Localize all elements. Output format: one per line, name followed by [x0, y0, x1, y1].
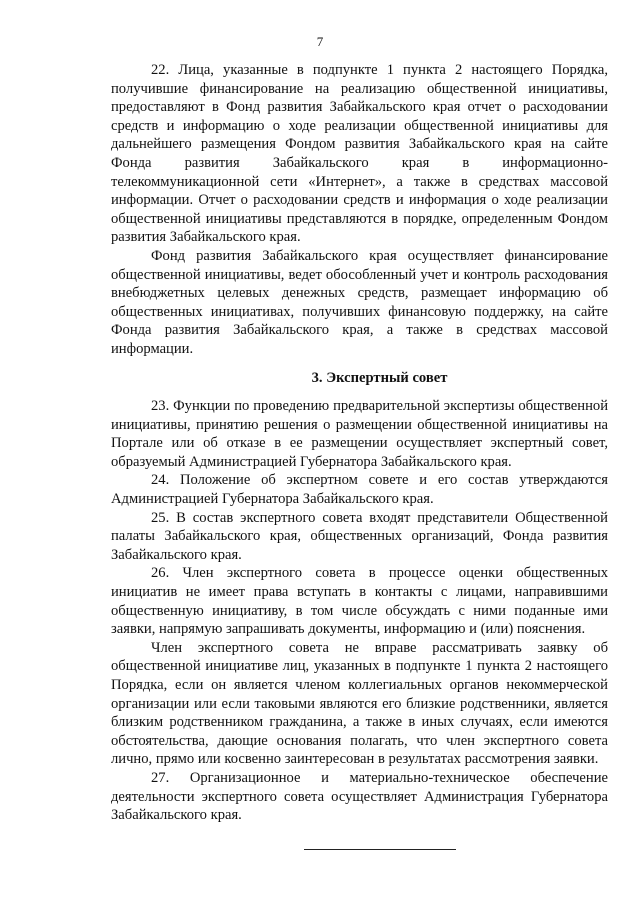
paragraph-22: 22. Лица, указанные в подпункте 1 пункта 2 настоящего Порядка, получившие финансирование на реализацию общественной инициативы, предоставляют в Фонд развития Забайкальского края отчет о расходовании средств и информацию о ходе реализации общественной инициативы для дальнейшего размещения Фондом развития Забайкальского края на сайте Фонда развития Забайкальского края в информационно-телекоммуникационной сети «Интернет», а также в средствах массовой информации. Отчет о расходовании средств и информация о ходе реализации общественной инициативы представляются в порядке, определенным Фондом развития Забайкальского края. [111, 62, 608, 246]
paragraph-24: 24. Положение об экспертном совете и его состав утверждаются Администрацией Губернатора Забайкальского края. [111, 472, 608, 508]
page-number: 7 [316, 34, 324, 49]
paragraph-23: 23. Функции по проведению предварительной экспертизы общественной инициативы, принятию решения о размещении общественной инициативы на Портале или об отказе в ее размещении осуществляет экспертный совет, образуемый Администрацией Губернатора Забайкальского края. [111, 398, 608, 470]
document-body [111, 61, 608, 850]
end-divider [304, 849, 456, 850]
paragraph-25: 25. В состав экспертного совета входят представители Общественной палаты Забайкальского края, общественных организаций, Фонда развития Забайкальского края. [111, 509, 608, 563]
paragraph-fund-financing: Фонд развития Забайкальского края осуществляет финансирование общественной инициативы, ведет обособленный учет и контроль расходования внебюджетных целевых денежных средств, размещает информацию об общественных инициативах, получивших финансовую поддержку, на сайте Фонда развития Забайкальского края, а также в средствах массовой информации. [111, 247, 608, 357]
paragraph-27: 27. Организационное и материально-техническое обеспечение деятельности экспертного совета осуществляет Администрация Губернатора Забайкальского края. [111, 769, 608, 824]
paragraph-member-restriction: Член экспертного совета не вправе рассматривать заявку об общественной инициативе лиц, указанных в подпункте 1 пункта 2 настоящего Порядка, если он является членом коллегиальных органов некоммерческой организации или если таковыми являются его близкие родственники, является близким родственником гражданина, а также в иных случаях, если имеются обстоятельства, дающие основания полагать, что член экспертного совета лично, прямо или косвенно заинтересован в результатах рассмотрения заявки. [111, 639, 608, 768]
paragraph-26: 26. Член экспертного совета в процессе оценки общественных инициатив не имеет права вступать в контакты с лицами, направившими общественную инициативу, в том числе обсуждать с ними поданные ими заявки, напрямую запрашивать документы, информацию и (или) пояснения. [111, 565, 608, 638]
section-heading: 3. Экспертный совет [311, 369, 448, 386]
